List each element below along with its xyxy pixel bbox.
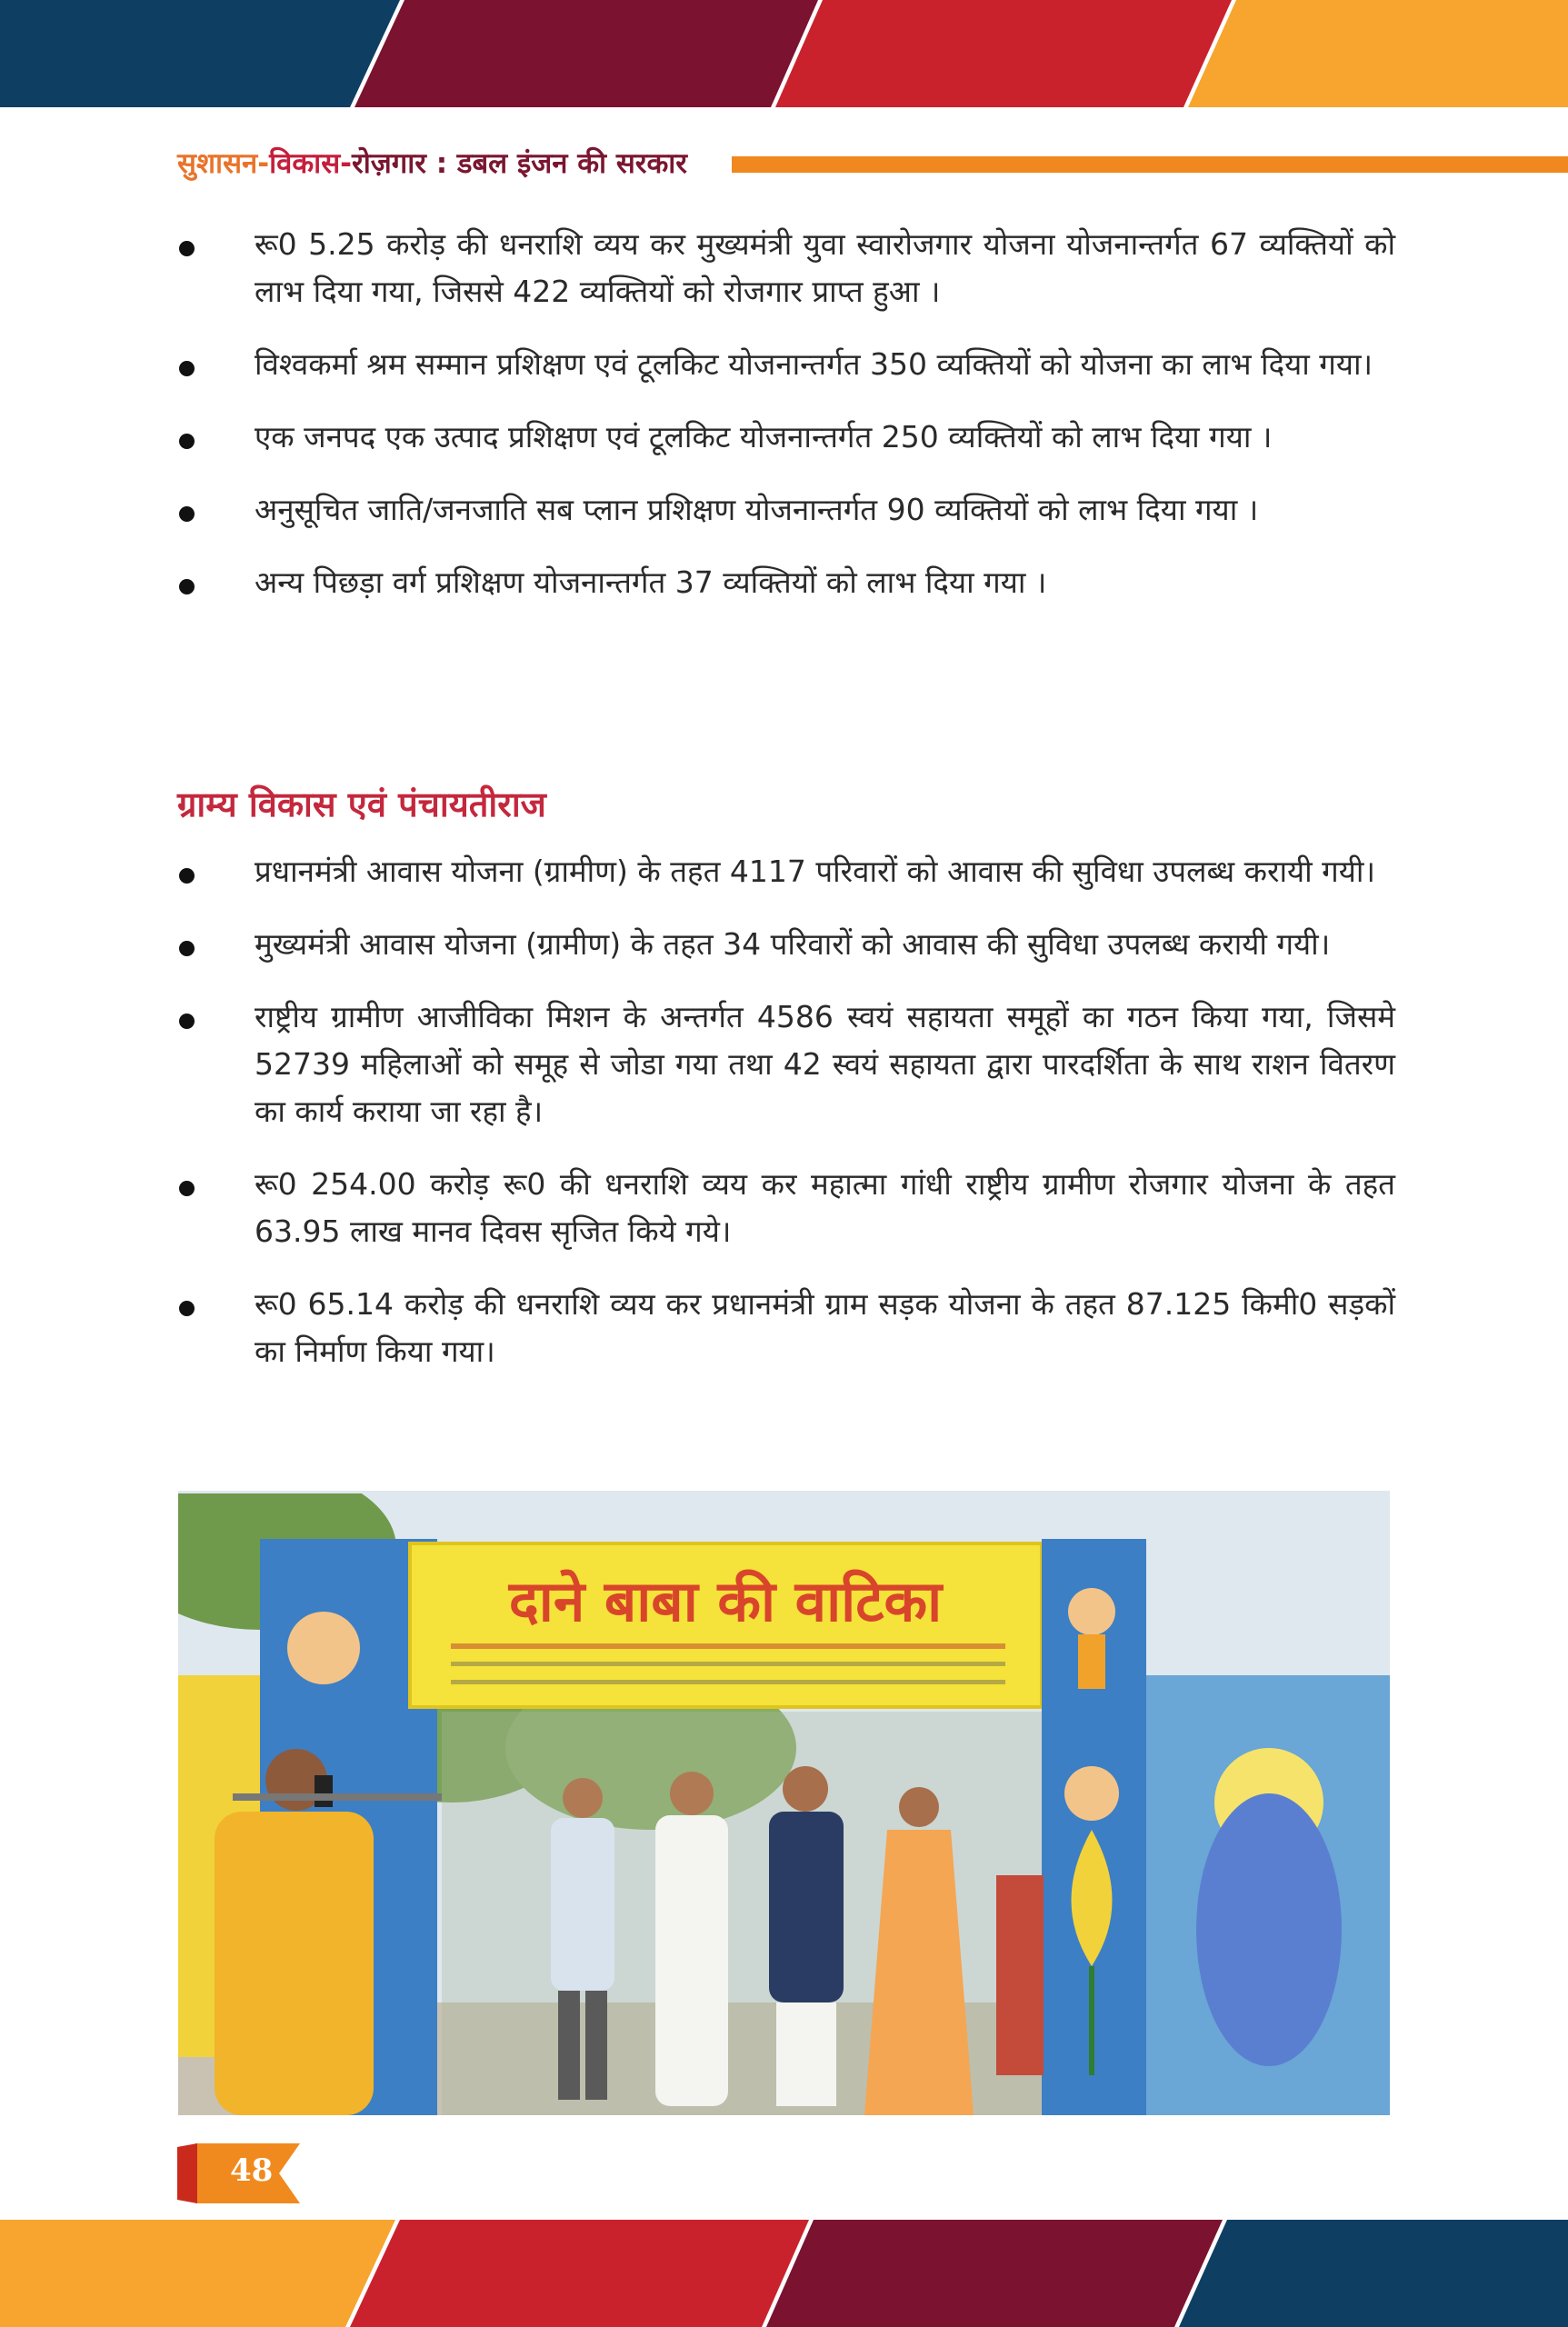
list-item-text: विश्वकर्मा श्रम सम्मान प्रशिक्षण एवं टूलकिट योजनान्तर्गत 350 व्यक्तियों को योजना का लाभ दिया गया। [255, 346, 1373, 382]
bullet-icon [179, 361, 195, 376]
list-item [177, 559, 1395, 606]
bullet-icon [179, 434, 195, 449]
bullet-icon [179, 579, 195, 594]
page-number-tab [177, 2143, 305, 2203]
top-color-band [0, 0, 1568, 107]
list-item [177, 414, 1395, 461]
employment-bullet-list [177, 221, 1395, 632]
list-item [177, 994, 1395, 1135]
list-item-text: रू0 5.25 करोड़ की धनराशि व्यय कर मुख्यमंत्री युवा स्वारोजगार योजना योजनान्तर्गत 67 व्यक्तियों को लाभ दिया गया, जिससे 422 व्यक्तियों को रोजगार प्राप्त हुआ । [255, 226, 1395, 309]
event-photo [178, 1491, 1390, 2115]
bullet-icon [179, 506, 195, 522]
bullet-icon [179, 868, 195, 884]
list-item-text: राष्ट्रीय ग्रामीण आजीविका मिशन के अन्तर्गत 4586 स्वयं सहायता समूहों का गठन किया गया, जिसमे 52739 महिलाओं को समूह से जोडा गया तथा 42 स्वयं सहायता द्वारा पारदर्शिता के साथ राशन वितरण का कार्य कराया जा रहा है। [255, 999, 1395, 1129]
bullet-icon [179, 941, 195, 956]
header-title-part1: सुशासन- [177, 147, 270, 180]
page-number: 48 [230, 2152, 274, 2189]
list-item-text: प्रधानमंत्री आवास योजना (ग्रामीण) के तहत 4117 परिवारों को आवास की सुविधा उपलब्ध करायी गयी। [255, 854, 1375, 889]
bullet-icon [179, 241, 195, 256]
list-item [177, 921, 1395, 968]
list-item [177, 486, 1395, 534]
bullet-icon [179, 1014, 195, 1029]
list-item [177, 848, 1395, 895]
header-title [177, 144, 687, 184]
gate-sign-text: दाने बाबा की वाटिका [508, 1568, 943, 1634]
list-item [177, 1281, 1395, 1375]
list-item-text: रू0 254.00 करोड़ रू0 की धनराशि व्यय कर महात्मा गांधी राष्ट्रीय ग्रामीण रोजगार योजना के तहत 63.95 लाख मानव दिवस सृजित किये गये। [255, 1166, 1395, 1249]
bullet-icon [179, 1301, 195, 1316]
list-item [177, 1161, 1395, 1255]
list-item-text: अन्य पिछड़ा वर्ग प्रशिक्षण योजनान्तर्गत 37 व्यक्तियों को लाभ दिया गया । [255, 564, 1047, 600]
header-rule [732, 156, 1568, 173]
list-item-text: अनुसूचित जाति/जनजाति सब प्लान प्रशिक्षण योजनान्तर्गत 90 व्यक्तियों को लाभ दिया गया । [255, 492, 1259, 527]
list-item-text: एक जनपद एक उत्पाद प्रशिक्षण एवं टूलकिट योजनान्तर्गत 250 व्यक्तियों को लाभ दिया गया । [255, 419, 1273, 454]
rural-development-bullet-list [177, 848, 1395, 1401]
list-item [177, 341, 1395, 388]
page-header [177, 144, 1395, 184]
list-item-text: मुख्यमंत्री आवास योजना (ग्रामीण) के तहत 34 परिवारों को आवास की सुविधा उपलब्ध करायी गयी। [255, 926, 1331, 962]
section-heading: ग्राम्य विकास एवं पंचायतीराज [177, 784, 546, 824]
list-item-text: रू0 65.14 करोड़ की धनराशि व्यय कर प्रधानमंत्री ग्राम सड़क योजना के तहत 87.125 किमी0 सड़कों का निर्माण किया गया। [255, 1286, 1395, 1369]
header-title-part3: रोज़गार : डबल इंजन की सरकार [352, 147, 687, 180]
bottom-color-band [0, 2220, 1568, 2327]
header-title-part2: विकास- [269, 147, 353, 180]
bullet-icon [179, 1181, 195, 1196]
list-item [177, 221, 1395, 315]
event-photo-illustration [178, 1493, 1390, 2115]
